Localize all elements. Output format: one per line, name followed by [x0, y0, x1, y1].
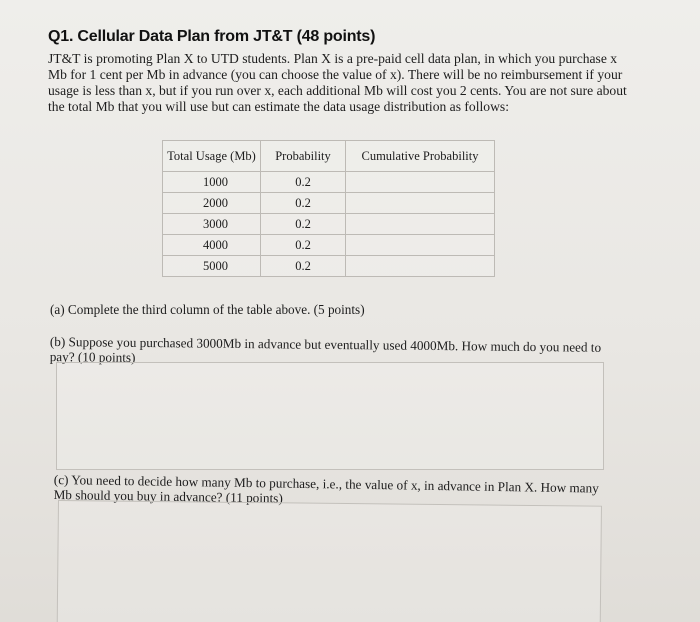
cumulative-cell[interactable]: [346, 235, 495, 256]
question-a: (a) Complete the third column of the table above. (5 points): [50, 302, 365, 317]
intro-paragraph: JT&T is promoting Plan X to UTD students. Plan X is a pre-paid cell data plan, in which you purchase x Mb for 1 cent per Mb in advance (you can choose the value of x). There will be no reimbursement if your usage is less than x, but if you run over x, each additional Mb will cost you 2 cents. You are not sure about the total Mb that you will use but can estimate the data usage distribution as follows:: [48, 51, 627, 114]
probability-cell: 0.2: [261, 235, 346, 256]
header-probability: Probability: [261, 141, 346, 172]
table-row: [163, 214, 495, 235]
usage-cell: 2000: [163, 193, 261, 214]
table-row: [163, 172, 495, 193]
probability-cell: 0.2: [261, 214, 346, 235]
question-title: Q1. Cellular Data Plan from JT&T (48 points): [48, 28, 376, 45]
usage-cell: 3000: [163, 214, 261, 235]
probability-cell: 0.2: [261, 172, 346, 193]
answer-box-b[interactable]: [56, 362, 604, 470]
table-row: [163, 235, 495, 256]
cumulative-cell[interactable]: [346, 256, 495, 277]
table-header-row: [163, 141, 495, 172]
probability-cell: 0.2: [261, 256, 346, 277]
question-b: (b) Suppose you purchased 3000Mb in advance but eventually used 4000Mb. How much do you need to pay? (10 points): [49, 334, 602, 365]
cumulative-cell[interactable]: [346, 214, 495, 235]
header-total-usage: Total Usage (Mb): [163, 141, 261, 172]
table-row: [163, 256, 495, 277]
usage-cell: 1000: [163, 172, 261, 193]
question-c: (c) You need to decide how many Mb to purchase, i.e., the value of x, in advance in Plan X. How many Mb should you buy in advance? (11 points): [53, 472, 599, 506]
cumulative-cell[interactable]: [346, 193, 495, 214]
answer-box-c[interactable]: [57, 500, 602, 622]
cumulative-cell[interactable]: [346, 172, 495, 193]
usage-cell: 4000: [163, 235, 261, 256]
usage-cell: 5000: [163, 256, 261, 277]
usage-table: [162, 140, 495, 277]
header-cumulative-probability: Cumulative Probability: [346, 141, 495, 172]
table-row: [163, 193, 495, 214]
probability-cell: 0.2: [261, 193, 346, 214]
